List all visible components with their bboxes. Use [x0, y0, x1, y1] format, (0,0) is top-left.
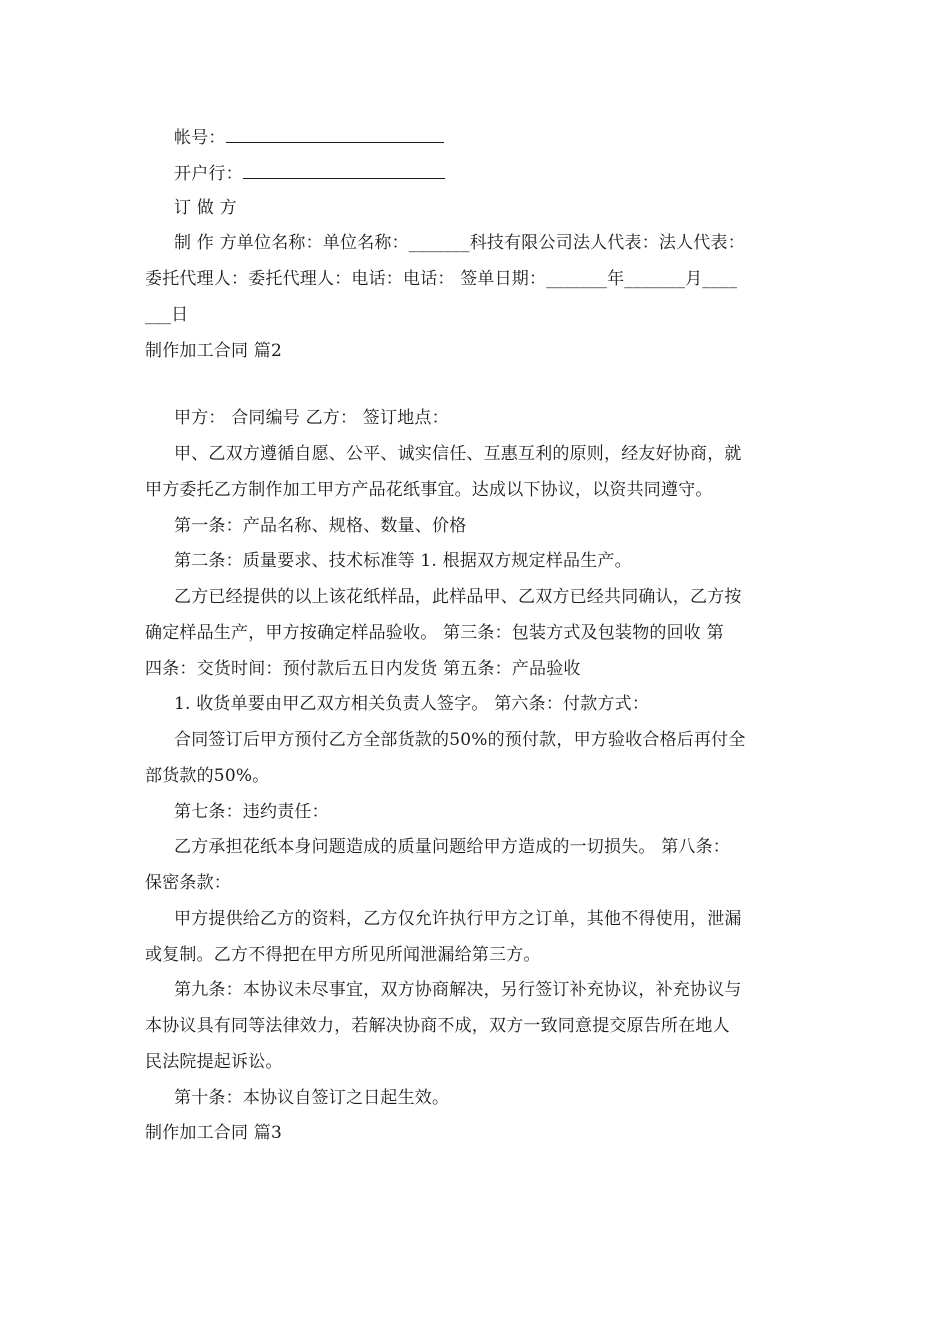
- paragraph-line: 甲方： 合同编号 乙方： 签订地点：: [174, 408, 449, 428]
- paragraph-line: 民法院提起诉讼。: [145, 1052, 283, 1072]
- paragraph-line: 本协议具有同等法律效力，若解决协商不成，双方一致同意提交原告所在地人: [145, 1016, 730, 1036]
- orderer-label: 订 做 方: [174, 198, 237, 218]
- paragraph-line: 确定样品生产，甲方按确定样品验收。 第三条：包装方式及包装物的回收 第: [145, 623, 724, 643]
- bank-line: [174, 160, 839, 186]
- paragraph-line: 甲方提供给乙方的资料，乙方仅允许执行甲方之订单，其他不得使用，泄漏: [174, 909, 742, 929]
- paragraph-line: 四条：交货时间：预付款后五日内发货 第五条：产品验收: [145, 659, 581, 679]
- paragraph-line: 第十条：本协议自签订之日起生效。: [174, 1088, 450, 1108]
- paragraph-line: 第二条：质量要求、技术标准等 1. 根据双方规定样品生产。: [174, 551, 632, 571]
- paragraph-line: 或复制。乙方不得把在甲方所见所闻泄漏给第三方。: [145, 945, 541, 965]
- bank-blank: [243, 160, 445, 179]
- bank-label: 开户行：: [174, 164, 243, 184]
- paragraph-line: 甲、乙双方遵循自愿、公平、诚实信任、互惠互利的原则，经友好协商，就: [174, 444, 742, 464]
- paragraph-line: 部货款的50%。: [145, 766, 270, 786]
- paragraph-line: 第七条：违约责任：: [174, 802, 329, 822]
- section-3-heading: 制作加工合同 篇3: [145, 1123, 283, 1143]
- paragraph-line: 乙方已经提供的以上该花纸样品，此样品甲、乙双方已经共同确认，乙方按: [174, 587, 742, 607]
- agent-line: 委托代理人：委托代理人：电话：电话： 签单日期：_______年_______月____: [145, 269, 738, 289]
- paragraph-line: 甲方委托乙方制作加工甲方产品花纸事宜。达成以下协议，以资共同遵守。: [145, 480, 713, 500]
- account-label: 帐号：: [174, 128, 226, 148]
- paragraph-line: 1. 收货单要由甲乙双方相关负责人签字。 第六条：付款方式：: [174, 694, 650, 714]
- maker-line: 制 作 方单位名称：单位名称：_______科技有限公司法人代表：法人代表：: [174, 233, 745, 253]
- section-2-heading: 制作加工合同 篇2: [145, 341, 283, 361]
- paragraph-line: 合同签订后甲方预付乙方全部货款的50%的预付款，甲方验收合格后再付全: [174, 730, 746, 750]
- account-line: [174, 124, 839, 150]
- paragraph-line: 保密条款：: [145, 873, 231, 893]
- day-line: ___日: [145, 305, 189, 325]
- paragraph-line: 第九条：本协议未尽事宜，双方协商解决，另行签订补充协议，补充协议与: [174, 980, 742, 1000]
- paragraph-line: 第一条：产品名称、规格、数量、价格: [174, 516, 467, 536]
- paragraph-line: 乙方承担花纸本身问题造成的质量问题给甲方造成的一切损失。 第八条：: [174, 837, 731, 857]
- account-blank: [226, 124, 444, 143]
